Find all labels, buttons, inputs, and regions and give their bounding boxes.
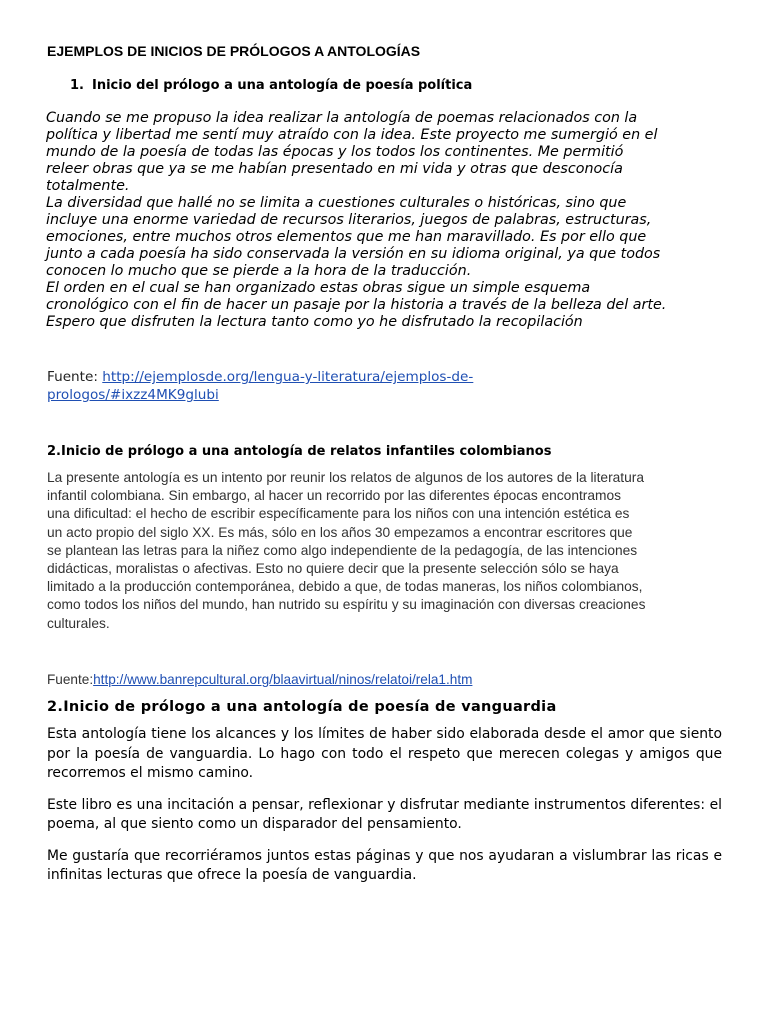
section-1-line: Espero que disfruten la lectura tanto como yo he disfrutado la recopilación: [46, 314, 583, 330]
section-1-body: [46, 110, 726, 331]
section-2-source: [47, 671, 727, 689]
section-2-line: infantil colombiana. Sin embargo, al hacer un recorrido por las diferentes épocas encontramos: [47, 488, 621, 504]
section-1-line: releer obras que ya se me habían presentado en mi vida y otras que desconocía: [46, 161, 623, 177]
section-2-body: [47, 469, 724, 633]
section-2-line: culturales.: [47, 615, 110, 631]
section-1-line: totalmente.: [46, 178, 130, 194]
section-2-source-link[interactable]: http://www.banrepcultural.org/blaavirtual/ninos/relatoi/rela1.htm: [93, 672, 473, 687]
section-2-line: como todos los niños del mundo, han nutrido su espíritu y su imaginación con diversas creaciones: [47, 597, 646, 613]
section-1-line: Cuando se me propuso la idea realizar la antología de poemas relacionados con la: [46, 110, 638, 126]
section-3-paragraph: Me gustaría que recorriéramos juntos estas páginas y que nos ayudaran a vislumbrar las ricas e infinitas lecturas que ofrece la poesía de vanguardia.: [47, 847, 722, 883]
section-1-source: [47, 368, 727, 404]
section-1-line: cronológico con el fin de hacer un pasaje por la historia a través de la belleza del arte.: [46, 297, 667, 313]
section-1-line: política y libertad me sentí muy atraído con la idea. Este proyecto me sumergió en el: [46, 127, 658, 143]
section-1-line: incluye una enorme variedad de recursos literarios, juegos de palabras, estructuras,: [46, 212, 652, 228]
section-1-source-label: Fuente:: [47, 369, 103, 385]
document-title: EJEMPLOS DE INICIOS DE PRÓLOGOS A ANTOLOGÍAS: [47, 43, 421, 59]
section-2-line: un acto propio del siglo XX. Es más, sólo en los años 30 empezamos a encontrar escritores que: [47, 524, 633, 540]
section-3-paragraph: Esta antología tiene los alcances y los límites de haber sido elaborada desde el amor que siento por la poesía de vanguardia. Lo hago con todo el respeto que merecen colegas y amigos que recorremos el mismo camino.: [47, 726, 722, 781]
section-2-line: limitado a la producción contemporánea, debido a que, de todas maneras, los niños colombianos,: [47, 579, 643, 595]
section-3-paragraph: Este libro es una incitación a pensar, reflexionar y disfrutar mediante instrumentos diferentes: el poema, al que siento como un disparador del pensamiento.: [47, 796, 722, 832]
section-1-heading-text: Inicio del prólogo a una antología de poesía política: [92, 78, 473, 93]
section-1-line: conocen lo mucho que se pierde a la hora de la traducción.: [46, 263, 472, 279]
section-1-number: 1.: [70, 78, 84, 93]
section-3-body: [47, 725, 722, 898]
section-3-heading: 2.Inicio de prólogo a una antología de poesía de vanguardia: [47, 699, 557, 715]
section-1-line: mundo de la poesía de todas las épocas y los todos los continentes. Me permitió: [46, 144, 624, 160]
section-1-source-link[interactable]: http://ejemplosde.org/lengua-y-literatura/ejemplos-de-: [102, 369, 474, 385]
section-2-source-label: Fuente:: [47, 672, 94, 687]
section-1-line: junto a cada poesía ha sido conservada la versión en su idioma original, ya que todos: [46, 246, 661, 262]
section-2-line: didácticas, moralistas o afectivas. Esto no quiere decir que la presente selección sólo se haya: [47, 561, 619, 577]
section-2-line: una dificultad: el hecho de escribir específicamente para los niños con una intención estética es: [47, 506, 630, 522]
section-2-heading: 2.Inicio de prólogo a una antología de relatos infantiles colombianos: [47, 444, 552, 459]
section-1-source-link-continued[interactable]: prologos/#ixzz4MK9glubi: [47, 387, 219, 403]
section-1-heading: [70, 77, 750, 95]
section-2-line: La presente antología es un intento por reunir los relatos de algunos de los autores de la literatura: [47, 470, 644, 485]
section-2-line: se plantean las letras para la niñez como algo independiente de la pedagogía, de las intenciones: [47, 542, 638, 558]
section-1-line: El orden en el cual se han organizado estas obras sigue un simple esquema: [46, 280, 591, 296]
section-1-line: emociones, entre muchos otros elementos que me han maravillado. Es por ello que: [46, 229, 647, 245]
section-1-line: La diversidad que hallé no se limita a cuestiones culturales o históricas, sino que: [46, 195, 627, 211]
